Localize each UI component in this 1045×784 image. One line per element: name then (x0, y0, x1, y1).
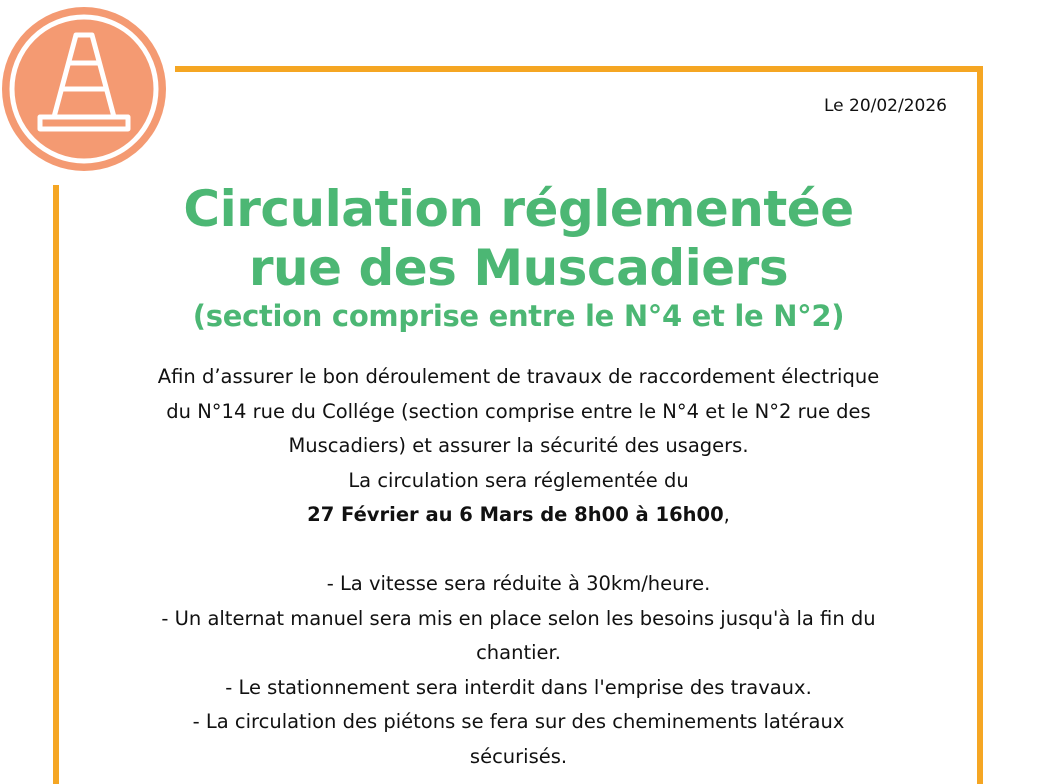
notice-date: Le 20/02/2026 (823, 96, 947, 116)
dates-suffix: , (723, 503, 730, 526)
frame-top-border (175, 66, 983, 72)
dates-bold: 27 Février au 6 Mars de 8h00 à 16h00 (307, 503, 724, 526)
title-line-1: Circulation réglementée (183, 180, 854, 238)
measure-parking: - Le stationnement sera interdit dans l'emprise des travaux. (225, 675, 812, 699)
frame-left-border (53, 185, 59, 784)
notice-body (62, 360, 975, 774)
dates-line (62, 498, 975, 533)
measure-pedestrians-line-2: sécurisés. (469, 744, 568, 768)
notice-title (60, 178, 977, 336)
measure-pedestrians-line-1: - La circulation des piétons se fera sur des cheminements latéraux (192, 710, 845, 733)
intro-line-3: Muscadiers) et assurer la sécurité des usagers. (288, 434, 749, 457)
title-line-3: (section comprise entre le N°4 et le N°2) (192, 299, 845, 333)
title-line-2: rue des Muscadiers (248, 239, 789, 297)
measure-alternat-line-2: chantier. (476, 641, 561, 664)
measure-alternat-line-1: - Un alternat manuel sera mis en place selon les besoins jusqu'à la fin du (161, 606, 876, 630)
traffic-cone-icon (0, 5, 168, 173)
measure-speed: - La vitesse sera réduite à 30km/heure. (326, 572, 711, 595)
intro-line-4: La circulation sera réglementée du (348, 468, 689, 492)
spacer (62, 533, 975, 568)
frame-right-border (977, 66, 983, 784)
intro-line-2: du N°14 rue du Collége (section comprise entre le N°4 et le N°2 rue des (166, 399, 871, 423)
intro-line-1: Afin d’assurer le bon déroulement de travaux de raccordement électrique (157, 365, 880, 388)
